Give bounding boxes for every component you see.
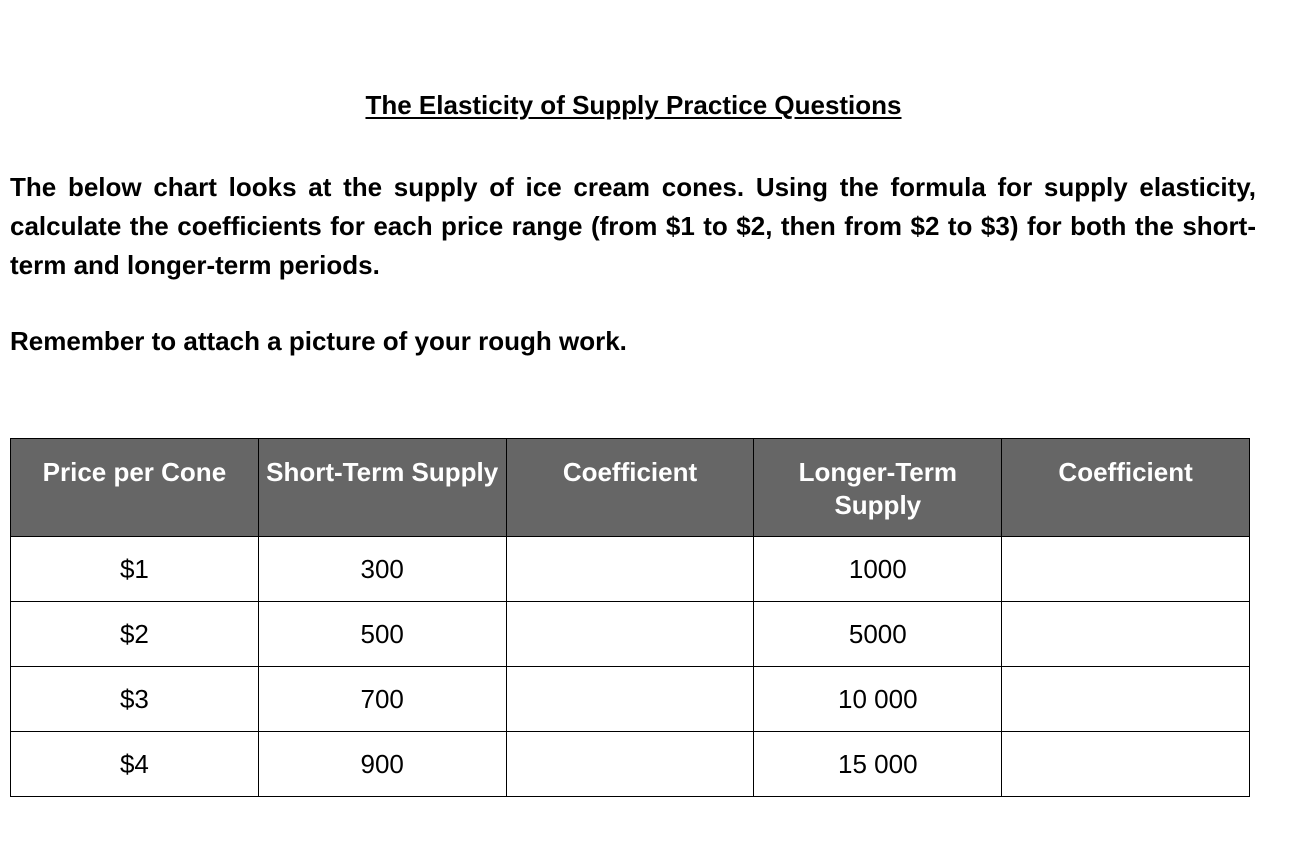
header-price-per-cone: Price per Cone — [11, 439, 259, 537]
header-longer-term-supply: Longer-Term Supply — [754, 439, 1002, 537]
instructions-paragraph: The below chart looks at the supply of ice cream cones. Using the formula for supply elasticity, calculate the coefficients for each price range (from $1 to $2, then from $2 to $3) for both the short-term and longer-term periods. — [10, 172, 1256, 280]
table-row — [11, 667, 1250, 732]
short-term-supply-cell: 500 — [258, 602, 506, 667]
short-term-supply-cell: 700 — [258, 667, 506, 732]
longer-term-coefficient-cell — [1002, 667, 1250, 732]
table-row — [11, 602, 1250, 667]
price-cell: $2 — [11, 602, 259, 667]
short-term-supply-cell: 900 — [258, 732, 506, 797]
price-cell: $3 — [11, 667, 259, 732]
price-cell: $1 — [11, 537, 259, 602]
longer-term-supply-cell: 5000 — [754, 602, 1002, 667]
page-title: The Elasticity of Supply Practice Questions — [365, 90, 902, 120]
table-header-row — [11, 439, 1250, 537]
short-term-coefficient-cell — [506, 537, 754, 602]
longer-term-supply-cell: 15 000 — [754, 732, 1002, 797]
longer-term-coefficient-cell — [1002, 732, 1250, 797]
short-term-coefficient-cell — [506, 667, 754, 732]
short-term-coefficient-cell — [506, 602, 754, 667]
table-row — [11, 732, 1250, 797]
header-short-term-supply: Short-Term Supply — [258, 439, 506, 537]
short-term-coefficient-cell — [506, 732, 754, 797]
supply-table — [10, 438, 1250, 797]
longer-term-coefficient-cell — [1002, 537, 1250, 602]
longer-term-supply-cell: 10 000 — [754, 667, 1002, 732]
table-row — [11, 537, 1250, 602]
longer-term-coefficient-cell — [1002, 602, 1250, 667]
header-longer-term-coefficient: Coefficient — [1002, 439, 1250, 537]
header-short-term-coefficient: Coefficient — [506, 439, 754, 537]
price-cell: $4 — [11, 732, 259, 797]
longer-term-supply-cell: 1000 — [754, 537, 1002, 602]
short-term-supply-cell: 300 — [258, 537, 506, 602]
reminder-note: Remember to attach a picture of your rough work. — [10, 326, 627, 356]
